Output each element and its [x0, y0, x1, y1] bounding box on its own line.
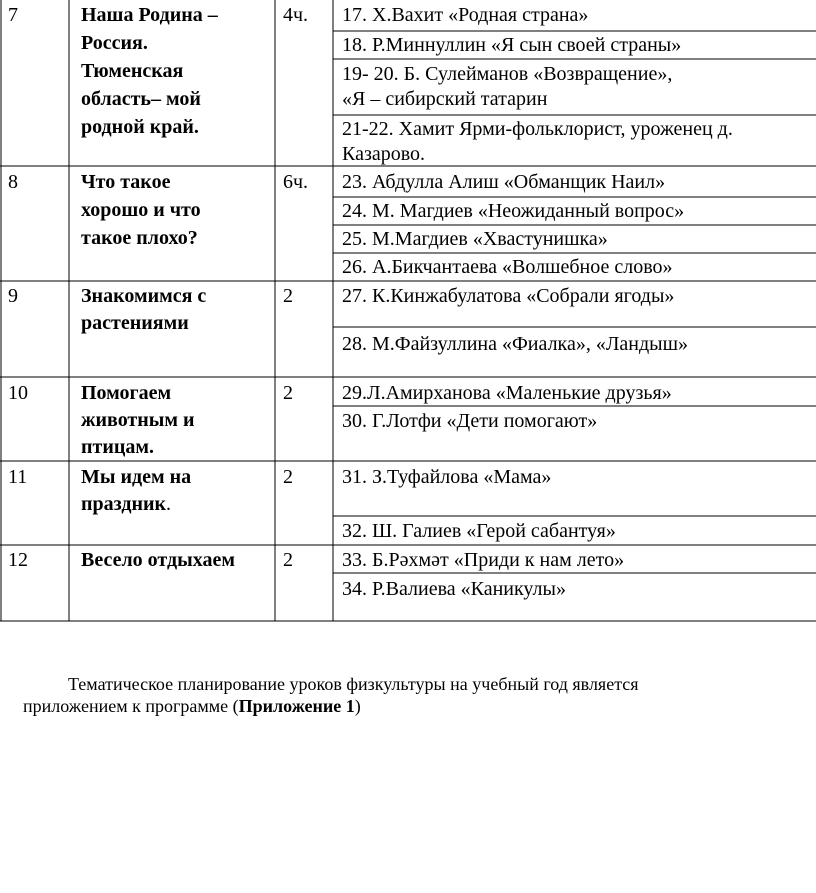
hours-value: 2 — [283, 382, 293, 404]
lesson-item: 27. К.Кинжабулатова «Собрали ягоды» — [342, 285, 675, 307]
lesson-item: 21-22. Хамит Ярми-фольклорист, уроженец д. — [342, 118, 733, 140]
row-number: 11 — [8, 466, 28, 488]
topic-line — [81, 491, 171, 518]
topic-line: Знакомимся с — [81, 285, 207, 307]
topic-line: Весело отдыхаем — [81, 549, 235, 571]
lesson-item: 25. М.Магдиев «Хвастунишка» — [342, 228, 608, 250]
lesson-item: 34. Р.Валиева «Каникулы» — [342, 578, 566, 600]
hours-value: 4ч. — [283, 4, 309, 26]
topic-line: Помогаем — [81, 382, 172, 404]
lesson-item: 18. Р.Миннуллин «Я сын своей страны» — [342, 34, 682, 56]
lesson-item-cont: Казарово. — [342, 143, 426, 165]
topic-line: растениями — [81, 312, 189, 334]
topic-line: Мы идем на — [81, 466, 192, 488]
lesson-item: 26. А.Бикчантаева «Волшебное слово» — [342, 256, 673, 278]
hours-value: 2 — [283, 466, 293, 488]
lesson-item: 30. Г.Лотфи «Дети помогают» — [342, 410, 598, 432]
row-number: 10 — [8, 382, 28, 404]
row-number: 9 — [8, 285, 18, 307]
note-text: приложением к программе ( — [23, 696, 239, 716]
lesson-item: 19- 20. Б. Сулейманов «Возвращение», — [342, 63, 673, 85]
topic-line: Наша Родина – — [81, 4, 218, 26]
topic-line: птицам. — [81, 436, 155, 458]
topic-line: такое плохо? — [81, 227, 198, 249]
lesson-item: 17. Х.Вахит «Родная страна» — [342, 4, 589, 26]
topic-line: Тюменская — [81, 60, 184, 82]
lesson-item: 28. М.Файзуллина «Фиалка», «Ландыш» — [342, 333, 688, 355]
topic-line: Что такое — [81, 171, 171, 193]
note-line — [23, 695, 361, 717]
topic-line: хорошо и что — [81, 199, 201, 221]
lesson-item-cont: «Я – сибирский татарин — [342, 88, 548, 110]
lesson-item: 31. З.Туфайлова «Мама» — [342, 466, 552, 488]
note-text: ) — [354, 696, 361, 716]
lesson-item: 33. Б.Рәхмәт «Приди к нам лето» — [342, 549, 625, 571]
lesson-item: 23. Абдулла Алиш «Обманщик Наил» — [342, 171, 666, 193]
lesson-item: 32. Ш. Галиев «Герой сабантуя» — [342, 520, 616, 542]
topic-line: область– мой — [81, 88, 201, 110]
topic-line: животным и — [81, 409, 195, 431]
topic-line: Россия. — [81, 32, 148, 54]
row-number: 12 — [8, 549, 28, 571]
hours-value: 2 — [283, 549, 293, 571]
lesson-item: 29.Л.Амирханова «Маленькие друзья» — [342, 382, 672, 404]
topic-text: праздник — [81, 493, 167, 515]
lesson-item: 24. М. Магдиев «Неожиданный вопрос» — [342, 200, 685, 222]
topic-suffix: . — [166, 493, 172, 515]
row-number: 7 — [8, 4, 18, 26]
topic-line: родной край. — [81, 116, 199, 138]
row-number: 8 — [8, 171, 18, 193]
hours-value: 6ч. — [283, 171, 309, 193]
appendix-reference: Приложение 1 — [238, 696, 355, 716]
hours-value: 2 — [283, 285, 293, 307]
note-line: Тематическое планирование уроков физкультуры на учебный год является — [68, 674, 639, 694]
